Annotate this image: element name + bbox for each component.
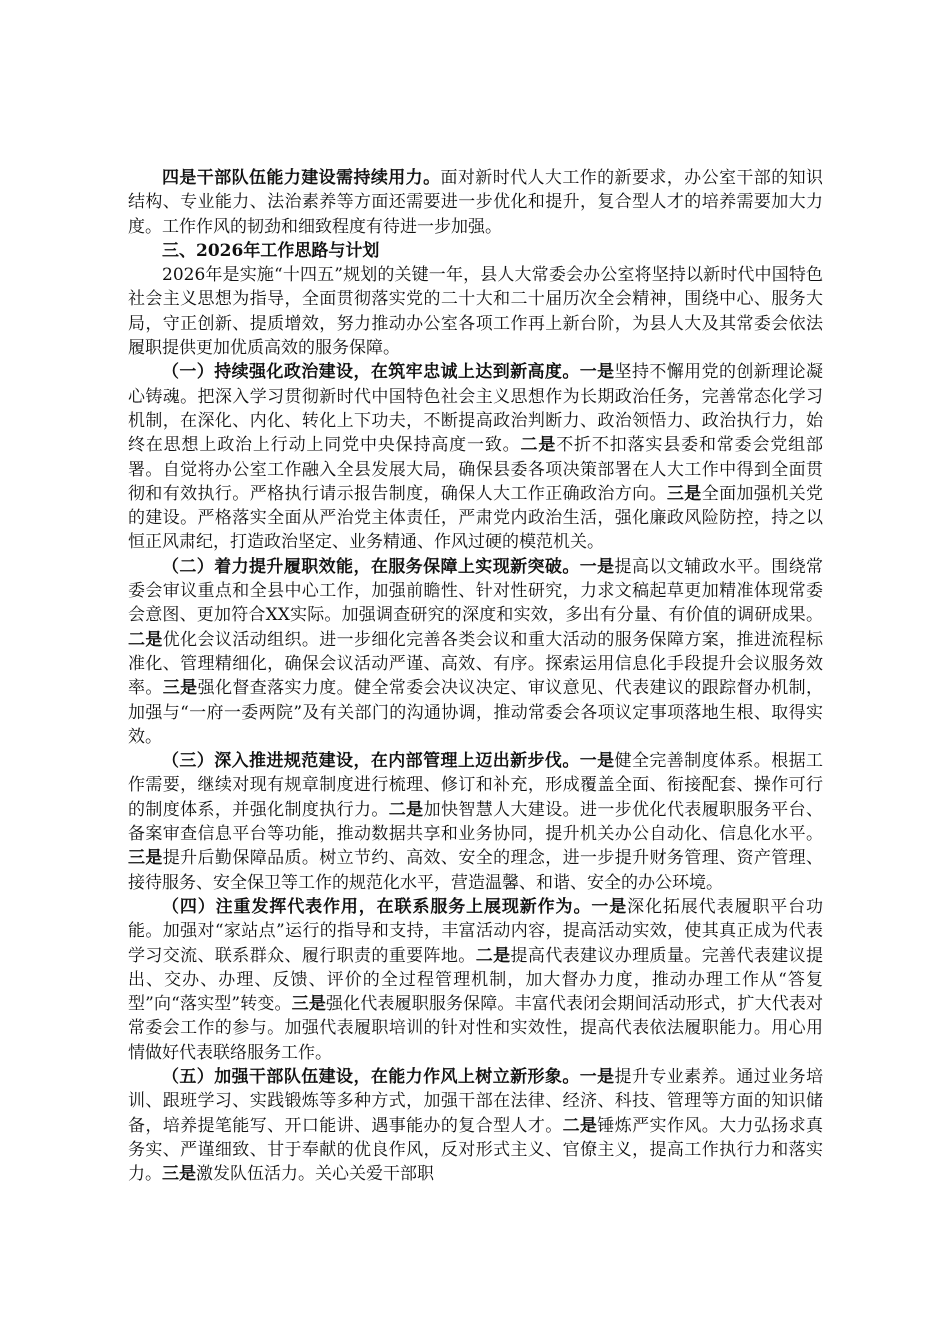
point-marker: 二是 [520,435,557,456]
paragraph-body: 面对新时代人大工作的新要求，办公室干部的知识结构、专业能力、法治素养等方面还需要进一步优化和提升，复合型人才的培养需要加大力度。工作作风的韧劲和细致程度有待进一步加强。 [128,168,824,237]
point-text: 强化代表履职服务保障。丰富代表闭会期间活动形式，扩大代表对常委会工作的参与。加强代表履职培训的针对性和实效性，提高代表依法履职能力。用心用情做好代表联络服务工作。 [128,994,824,1063]
point-marker: 二是 [562,1115,598,1136]
point-marker: 二是 [388,799,424,820]
point-text: 健全完善制度体系。根据工作需要，继续对现有规章制度进行梳理、修订和补充，形成覆盖全面、衔接配套、操作可行的制度体系，并强化制度执行力。 [128,751,824,820]
point-text: 提高以文辅政水平。围绕常委会审议重点和全县中心工作，加强前瞻性、针对性研究，力求文稿起草更加精准体现常委会意图、更加符合XX实际。加强调查研究的深度和实效，多出有分量、有价值的调研成果。 [128,556,824,626]
point-text: 深化拓展代表履职平台功能。加强对“家站点”运行的指导和支持，丰富活动内容，提高活动实效，使其真正成为代表学习交流、联系群众、履行职责的重要阵地。 [128,896,824,966]
paragraph-political-construction [128,360,823,554]
point-marker: 一是 [579,556,615,577]
point-text: 不折不扣落实县委和常委会党组部署。自觉将办公室工作融入全县发展大局，确保县委各项决策部署在人大工作中得到全面贯彻和有效执行。严格执行请示报告制度，确保人大工作正确政治方向。 [128,435,824,504]
section-heading-2026-plan: 三、2026年工作思路与计划 [162,240,380,261]
point-marker: 三是 [162,678,198,699]
paragraph-standardization [128,749,823,895]
document-page [128,166,823,1186]
point-text: 锤炼严实作风。大力弘扬求真务实、严谨细致、甘于奉献的优良作风，反对形式主义、官僚主义，提高工作执行力和落实力。 [128,1115,824,1185]
point-text: 坚持不懈用党的创新理论凝心铸魂。把深入学习贯彻新时代中国特色社会主义思想作为长期政治任务，完善常态化学习机制，在深化、内化、转化上下功夫，不断提高政治判断力、政治领悟力、政治执行力，始终在思想上政治上行动上同党中央保持高度一致。 [128,362,824,456]
point-marker: 三是 [128,848,163,869]
paragraph-cadre-team [128,1065,823,1186]
paragraph-lead: 四是干部队伍能力建设需持续用力。 [162,168,441,188]
paragraph-deputies-role [128,895,823,1065]
paragraph-cadre-capacity [128,166,823,239]
paragraph-2026-intro: 2026年是实施“十四五”规划的关键一年，县人大常委会办公室将坚持以新时代中国特色社会主义思想为指导，全面贯彻落实党的二十大和二十届历次全会精神，围绕中心、服务大局，守正创新、提质增效，努力推动办公室各项工作再上新台阶，为县人大及其常委会依法履职提供更加优质高效的服务保障。 [128,265,823,359]
point-marker: 三是 [162,1164,196,1185]
point-marker: 二是 [475,945,511,966]
paragraph-lead: （五）加强干部队伍建设，在能力作风上树立新形象。 [162,1066,580,1087]
point-text: 优化会议活动组织。进一步细化完善各类会议和重大活动的服务保障方案，推进流程标准化、管理精细化，确保会议活动严谨、高效、有序。探索运用信息化手段提升会议服务效率。 [128,629,824,699]
point-text: 全面加强机关党的建设。严格落实全面从严治党主体责任，严肃党内政治生活，强化廉政风险防控，持之以恒正风肃纪，打造政治坚定、业务精通、作风过硬的模范机关。 [128,483,824,553]
paragraph-lead: （四）注重发挥代表作用，在联系服务上展现新作为。 [162,896,592,917]
point-text: 提高代表建议办理质量。完善代表建议提出、交办、办理、反馈、评价的全过程管理机制，加大督办力度，推动办理工作从“答复型”向“落实型”转变。 [128,945,824,1015]
paragraph-lead: （二）着力提升履职效能，在服务保障上实现新突破。 [162,556,580,577]
paragraph-lead: （三）深入推进规范建设，在内部管理上迈出新步伐。 [162,751,580,772]
point-text: 强化督查落实力度。健全常委会决议决定、审议意见、代表建议的跟踪督办机制，加强与“一府一委两院”及有关部门的沟通协调，推动常委会各项议定事项落地生根、取得实效。 [128,678,824,747]
point-marker: 一是 [579,751,615,772]
point-marker: 一是 [591,896,628,917]
point-marker: 三是 [291,994,326,1015]
paragraph-lead: （一）持续强化政治建设，在筑牢忠诚上达到新高度。 [162,362,580,383]
point-marker: 三是 [666,483,702,504]
point-text: 加快智慧人大建设。进一步优化代表履职服务平台、备案审查信息平台等功能，推动数据共享和业务协同，提升机关办公自动化、信息化水平。 [128,799,824,845]
point-marker: 一是 [579,1066,615,1087]
paragraph-duty-efficiency [128,555,823,749]
point-text: 激发队伍活力。关心关爱干部职 [196,1164,434,1185]
point-marker: 一是 [579,362,615,383]
point-text: 提升专业素养。通过业务培训、跟班学习、实践锻炼等多种方式，加强干部在法律、经济、科技、管理等方面的知识储备，培养提笔能写、开口能讲、遇事能办的复合型人才。 [128,1066,824,1136]
point-marker: 二是 [128,629,163,650]
point-text: 提升后勤保障品质。树立节约、高效、安全的理念，进一步提升财务管理、资产管理、接待服务、安全保卫等工作的规范化水平，营造温馨、和谐、安全的办公环境。 [128,848,824,893]
